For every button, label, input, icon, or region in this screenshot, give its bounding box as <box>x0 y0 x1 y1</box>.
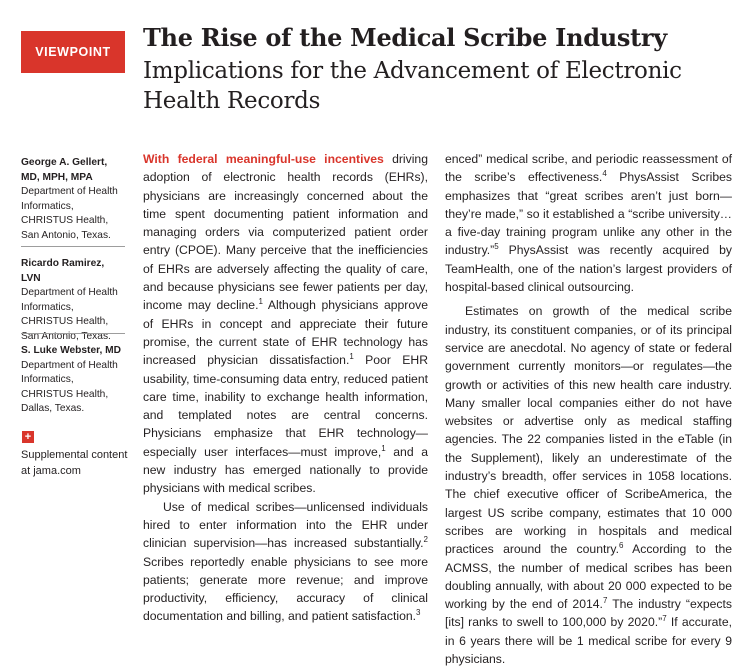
supplemental-content-link[interactable]: Supplemental content at jama.com <box>21 449 128 477</box>
paragraph <box>143 498 428 626</box>
reference[interactable]: 2 <box>423 535 428 545</box>
reference[interactable]: 4 <box>602 169 607 179</box>
text: According to the ACMSS, the number of medical scribes has been doubling annually, with about 20 000 expected to be working by the end of 2014. <box>445 542 732 612</box>
text: If accurate, in 6 years there will be 1 medical scribe for every 9 physicians. <box>445 615 732 667</box>
text: driving adoption of electronic health records (EHRs), physicians are increasingly concerned about the time spent documenting patient information and managing orders via computerized patient order entry (CPOE). Many perceive that the inefficiencies of EHRs are adversely affecting the quality of care, and because physicians see fewer patients per day, income may decline. <box>143 152 428 313</box>
author-1 <box>21 156 125 244</box>
reference[interactable]: 1 <box>258 297 263 307</box>
text: Although physicians approve of EHRs in concept and appreciate their future promise, the current state of EHR technology has increased physician dissatisfaction. <box>143 298 429 368</box>
text: PhysAssist was recently acquired by TeamHealth, one of the nation’s largest providers of hospital-based clinical outsourcing. <box>445 243 732 295</box>
text: Poor EHR usability, time-consuming data entry, reduced patient care time, inability to exchange health information, and templated notes are central concerns. Physicians emphasize that EHR technology—especially user interfaces—must improve, <box>143 353 428 459</box>
reference[interactable]: 6 <box>619 541 624 551</box>
article-title: The Rise of the Medical Scribe Industry <box>143 23 667 52</box>
reference[interactable]: 3 <box>416 608 421 618</box>
paragraph <box>445 302 732 668</box>
author-2 <box>21 257 125 345</box>
author-affiliation: Department of Health Informatics, CHRISTUS Health, San Antonio, Texas. <box>21 287 118 342</box>
text: PhysAssist Scribes emphasizes that “great scribes aren’t just born—they’re made,” so it established a “scribe university…a five-day training program unlike any other in the industry.” <box>445 170 733 258</box>
author-name: George A. Gellert, MD, MPH, MPA <box>21 157 108 183</box>
author-name: S. Luke Webster, MD <box>21 345 122 356</box>
reference[interactable]: 1 <box>349 352 354 362</box>
author-affiliation: Department of Health Informatics, CHRISTUS Health, Dallas, Texas. <box>21 359 118 415</box>
viewpoint-badge: VIEWPOINT <box>21 31 125 73</box>
text: Use of medical scribes—unlicensed individuals hired to enter information into the EHR under clinician supervision—has increased substantially. <box>143 499 428 551</box>
author-divider <box>21 246 125 247</box>
author-name: Ricardo Ramirez, LVN <box>21 258 105 284</box>
author-3 <box>21 344 125 417</box>
reference[interactable]: 7 <box>662 614 667 624</box>
reference[interactable]: 5 <box>494 242 499 252</box>
article-subtitle: Implications for the Advancement of Electronic Health Records <box>143 58 682 114</box>
text: and a new industry has emerged nationally to provide physicians with medical scribes. <box>143 444 428 496</box>
plus-icon[interactable]: + <box>22 431 34 443</box>
text: enced” medical scribe, and periodic reassessment of the scribe’s effectiveness. <box>445 152 732 185</box>
author-affiliation: Department of Health Informatics, CHRISTUS Health, San Antonio, Texas. <box>21 186 118 241</box>
text: Estimates on growth of the medical scribe industry, its constituent companies, or of its principal service are anecdotal. No agency of state or federal government currently monitors—or regulates—the growth or activities of this new health care industry. Many smaller local companies either do not have websites or advertise only as medical staffing agencies. The 22 companies listed in the eTable (in the Supplement), likely an underestimate of the industry’s breadth, offer services in 1058 locations. The chief executive officer of ScribeAmerica, the largest US scribe company, estimates that 10 000 scribes are working in hospitals and medical practices around the country. <box>445 304 732 557</box>
lead-in: With federal meaningful-use incentives <box>143 152 384 166</box>
text: The industry “expects [its] ranks to swell to 100,000 by 2020.” <box>445 597 732 630</box>
reference[interactable]: 7 <box>602 596 608 606</box>
body-column-2 <box>445 150 733 667</box>
paragraph <box>143 150 428 498</box>
text: Scribes reportedly enable physicians to see more patients; generate more revenue; and improve productivity, efficiency, accuracy of clinical documentation and billing, and patient satisfaction. <box>143 554 428 624</box>
author-divider <box>21 333 125 334</box>
body-column-1 <box>143 150 429 624</box>
reference[interactable]: 1 <box>381 443 386 453</box>
paragraph <box>445 150 732 296</box>
